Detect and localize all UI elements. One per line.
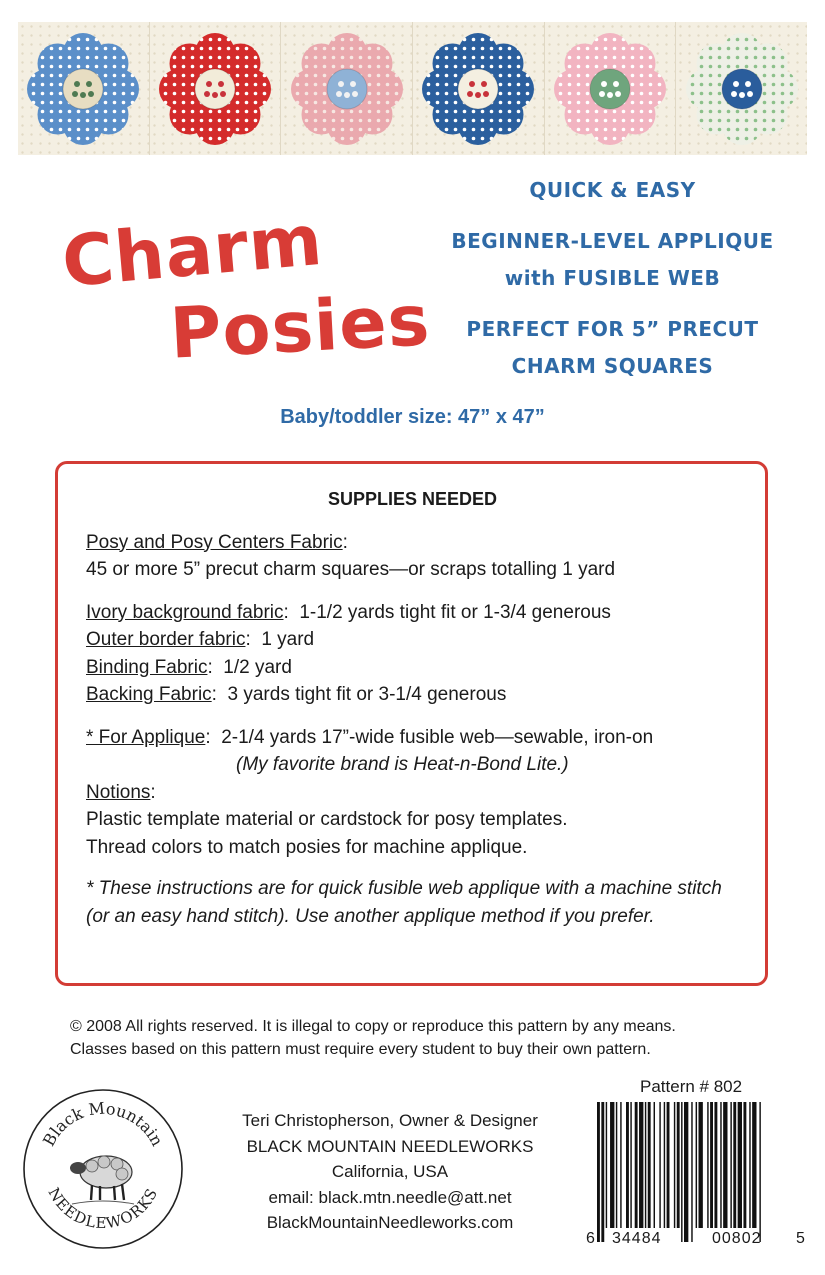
barcode-bar (720, 1102, 721, 1228)
colon: : (245, 629, 262, 650)
barcode-bar (654, 1102, 655, 1228)
notions-item-2: Thread colors to match posies for machine applique. (86, 836, 528, 858)
barcode-bar (759, 1102, 760, 1242)
applique-note: (My favorite brand is Heat-n-Bond Lite.) (236, 754, 569, 775)
barcode-bar (677, 1102, 680, 1228)
barcode-bar (696, 1102, 697, 1228)
barcode-digits-group-2: 00802 (712, 1230, 762, 1247)
black-mountain-needleworks-logo (22, 1088, 184, 1250)
barcode-bar (714, 1102, 717, 1228)
posy-flower-icon (548, 27, 672, 151)
posy-flower-icon (416, 27, 540, 151)
colon: : (207, 656, 224, 678)
flower-tile (676, 22, 807, 155)
barcode-bar (730, 1102, 731, 1228)
tagline-quick-easy (440, 172, 785, 209)
barcode-bar (639, 1102, 643, 1228)
backing-fabric-value: 3 yards tight fit or 3-1/4 generous (227, 684, 507, 705)
upc-barcode (583, 1100, 808, 1250)
ivory-fabric-value: 1-1/2 yards tight fit or 1-3/4 generous (299, 601, 611, 623)
email-line: email: black.mtn.needle@att.net (268, 1187, 512, 1207)
pattern-number: Pattern # 802 (640, 1077, 743, 1096)
backing-fabric-row (86, 681, 739, 709)
flower-tile (545, 22, 677, 155)
logo-top-text: Black Mountain (39, 1098, 168, 1150)
title-line-1: Charm (58, 198, 326, 304)
barcode-bar (645, 1102, 646, 1228)
barcode-digits-group-1: 34484 (612, 1230, 662, 1247)
barcode-bar (691, 1102, 692, 1242)
applique-row (86, 724, 739, 752)
spacer (86, 584, 739, 599)
designer-contact (205, 1108, 575, 1236)
posy-flower-icon (680, 27, 804, 151)
barcode-bar (681, 1102, 682, 1242)
tagline-text: QUICK & EASY (529, 178, 696, 202)
flower-strip (18, 22, 807, 155)
tagline-precut (440, 311, 785, 385)
copyright-line-2: Classes based on this pattern must require every student to buy their own pattern. (70, 1041, 651, 1058)
colon: : (283, 601, 300, 623)
barcode-bar (648, 1102, 651, 1228)
supplies-heading: SUPPLIES NEEDED (327, 489, 498, 509)
location-line: California, USA (331, 1162, 449, 1181)
barcode-bar (674, 1102, 675, 1228)
applique-value: 2-1/4 yards 17”-wide fusible web—sewable, iron-on (221, 726, 654, 748)
applique-footnote: * These instructions are for quick fusible web applique with a machine stitch (or an easy hand stitch). Use another applique method if you prefer. (86, 878, 722, 927)
barcode-bar (597, 1102, 600, 1242)
barcode-bar (752, 1102, 756, 1228)
supplies-box (55, 461, 768, 986)
tagline-text: PERFECT FOR 5” PRECUT (466, 317, 759, 341)
barcode-bar (710, 1102, 713, 1228)
colon: : (205, 726, 222, 748)
binding-fabric-label: Binding Fabric (86, 656, 208, 678)
barcode-bar (635, 1102, 638, 1228)
tagline-text: with FUSIBLE WEB (504, 266, 721, 290)
copyright-notice (70, 1015, 770, 1061)
barcode-bar (738, 1102, 742, 1228)
quilt-size: Baby/toddler size: 47” x 47” (280, 406, 545, 428)
posy-fabric-value: 45 or more 5” precut charm squares—or scraps totalling 1 yard (86, 559, 616, 580)
tagline-text: CHARM SQUARES (511, 354, 714, 378)
website-line: BlackMountainNeedleworks.com (266, 1213, 514, 1232)
spacer (86, 709, 739, 724)
barcode-bar (626, 1102, 629, 1228)
colon: : (211, 684, 228, 705)
flower-tile (18, 22, 150, 155)
notions-row (86, 779, 739, 807)
posy-flower-icon (285, 27, 409, 151)
flower-tile (281, 22, 413, 155)
barcode-bar (616, 1102, 617, 1228)
barcode-bar (630, 1102, 631, 1228)
backing-fabric-label: Backing Fabric (86, 684, 212, 705)
barcode-digit-right: 5 (796, 1230, 806, 1247)
barcode-bar (733, 1102, 736, 1228)
colon: : (150, 781, 156, 803)
barcode-bar (610, 1102, 614, 1228)
barcode-bar (667, 1102, 670, 1228)
tagline-beginner (440, 223, 785, 297)
company-line: BLACK MOUNTAIN NEEDLEWORKS (246, 1136, 534, 1156)
barcode-bar (606, 1102, 607, 1228)
outer-border-value: 1 yard (261, 629, 315, 650)
copyright-line-1: © 2008 All rights reserved. It is illegal to copy or reproduce this pattern by any means. (70, 1018, 676, 1035)
barcode-bar (601, 1102, 604, 1242)
barcode-bar (707, 1102, 708, 1228)
binding-fabric-value: 1/2 yard (223, 656, 292, 678)
title-line-2: Posies (168, 279, 433, 375)
colon: : (342, 531, 348, 553)
posy-fabric-label: Posy and Posy Centers Fabric (86, 531, 343, 553)
tagline-text: BEGINNER-LEVEL APPLIQUE (451, 229, 774, 253)
flower-tile (413, 22, 545, 155)
barcode-bar (743, 1102, 746, 1228)
posy-flower-icon (21, 27, 145, 151)
owner-line: Teri Christopherson, Owner & Designer (242, 1111, 538, 1130)
posy-flower-icon (153, 27, 277, 151)
barcode-bar (749, 1102, 750, 1228)
applique-label: * For Applique (86, 726, 206, 748)
outer-border-row (86, 626, 739, 654)
barcode-bar (684, 1102, 688, 1242)
barcode-bar (659, 1102, 660, 1228)
pattern-title (58, 198, 433, 390)
posy-fabric-row (86, 529, 739, 557)
taglines (440, 172, 785, 399)
ivory-fabric-row (86, 599, 739, 627)
flower-tile (150, 22, 282, 155)
notions-label: Notions (86, 781, 151, 803)
ivory-fabric-label: Ivory background fabric (86, 601, 284, 623)
logo-bottom-text: NEEDLEWORKS (44, 1184, 162, 1233)
barcode-digit-left: 6 (586, 1230, 596, 1247)
outer-border-label: Outer border fabric (86, 629, 246, 650)
barcode-bar (664, 1102, 665, 1228)
notions-item-1: Plastic template material or cardstock for posy templates. (86, 809, 568, 830)
binding-fabric-row (86, 654, 739, 682)
barcode-bar (723, 1102, 727, 1228)
barcode-bar (620, 1102, 621, 1228)
barcode-bar (699, 1102, 703, 1228)
